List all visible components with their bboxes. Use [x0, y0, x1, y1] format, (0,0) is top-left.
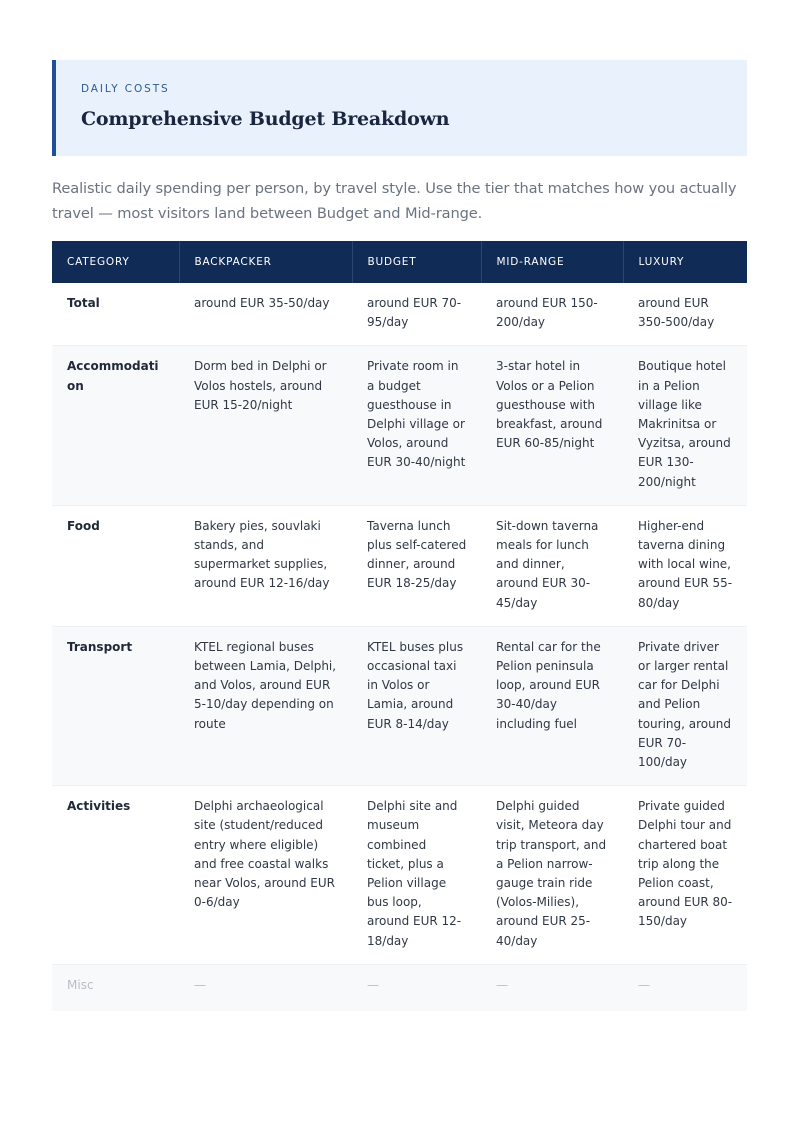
cell-luxury: Boutique hotel in a Pelion village like Makrinitsa or Vyzitsa, around EUR 130-200/night [623, 346, 747, 505]
table-row-food [52, 505, 747, 626]
cell-budget: around EUR 70-95/day [352, 283, 481, 346]
row-category: Accommodation [52, 346, 179, 505]
cell-midrange: Rental car for the Pelion peninsula loop, around EUR 30-40/day including fuel [481, 626, 623, 785]
cell-midrange: Delphi guided visit, Meteora day trip transport, and a Pelion narrow-gauge train ride (Volos-Milies), around EUR 25-40/day [481, 786, 623, 965]
table-row-activities [52, 786, 747, 965]
section-eyebrow: DAILY COSTS [81, 83, 170, 95]
row-category: Activities [52, 786, 179, 965]
table-header-row [52, 241, 747, 283]
cell-backpacker: Delphi archaeological site (student/reduced entry where eligible) and free coastal walks near Volos, around EUR 0-6/day [179, 786, 352, 965]
cell-midrange: — [481, 964, 623, 1011]
cell-backpacker: Bakery pies, souvlaki stands, and supermarket supplies, around EUR 12-16/day [179, 505, 352, 626]
cell-budget: — [352, 964, 481, 1011]
column-header-category: CATEGORY [52, 241, 179, 283]
cell-budget: Taverna lunch plus self-catered dinner, around EUR 18-25/day [352, 505, 481, 626]
cell-luxury: Higher-end taverna dining with local wine, around EUR 55-80/day [623, 505, 747, 626]
cell-budget: Private room in a budget guesthouse in Delphi village or Volos, around EUR 30-40/night [352, 346, 481, 505]
cell-budget: Delphi site and museum combined ticket, plus a Pelion village bus loop, around EUR 12-18/day [352, 786, 481, 965]
row-category: Misc [52, 964, 179, 1011]
cell-luxury: Private driver or larger rental car for Delphi and Pelion touring, around EUR 70-100/day [623, 626, 747, 785]
column-header-midrange: MID-RANGE [481, 241, 623, 283]
cell-midrange: Sit-down taverna meals for lunch and dinner, around EUR 30-45/day [481, 505, 623, 626]
cell-midrange: around EUR 150-200/day [481, 283, 623, 346]
cell-backpacker: KTEL regional buses between Lamia, Delphi, and Volos, around EUR 5-10/day depending on route [179, 626, 352, 785]
row-category: Food [52, 505, 179, 626]
table-row-transport [52, 626, 747, 785]
table-row-accommodation [52, 346, 747, 505]
table-row-misc [52, 964, 747, 1011]
cell-luxury: — [623, 964, 747, 1011]
row-category: Transport [52, 626, 179, 785]
cell-budget: KTEL buses plus occasional taxi in Volos or Lamia, around EUR 8-14/day [352, 626, 481, 785]
cell-luxury: around EUR 350-500/day [623, 283, 747, 346]
section-header [52, 60, 747, 156]
column-header-budget: BUDGET [352, 241, 481, 283]
cell-backpacker: — [179, 964, 352, 1011]
cell-luxury: Private guided Delphi tour and chartered boat trip along the Pelion coast, around EUR 80-150/day [623, 786, 747, 965]
table-row-total [52, 283, 747, 346]
intro-paragraph: Realistic daily spending per person, by travel style. Use the tier that matches how you actually travel — most visitors land between Budget and Mid-range. [52, 180, 737, 222]
section-title: Comprehensive Budget Breakdown [81, 108, 450, 130]
cell-backpacker: around EUR 35-50/day [179, 283, 352, 346]
row-category: Total [52, 283, 179, 346]
cell-midrange: 3-star hotel in Volos or a Pelion guesthouse with breakfast, around EUR 60-85/night [481, 346, 623, 505]
budget-table [52, 241, 747, 1011]
column-header-backpacker: BACKPACKER [179, 241, 352, 283]
cell-backpacker: Dorm bed in Delphi or Volos hostels, around EUR 15-20/night [179, 346, 352, 505]
column-header-luxury: LUXURY [623, 241, 747, 283]
